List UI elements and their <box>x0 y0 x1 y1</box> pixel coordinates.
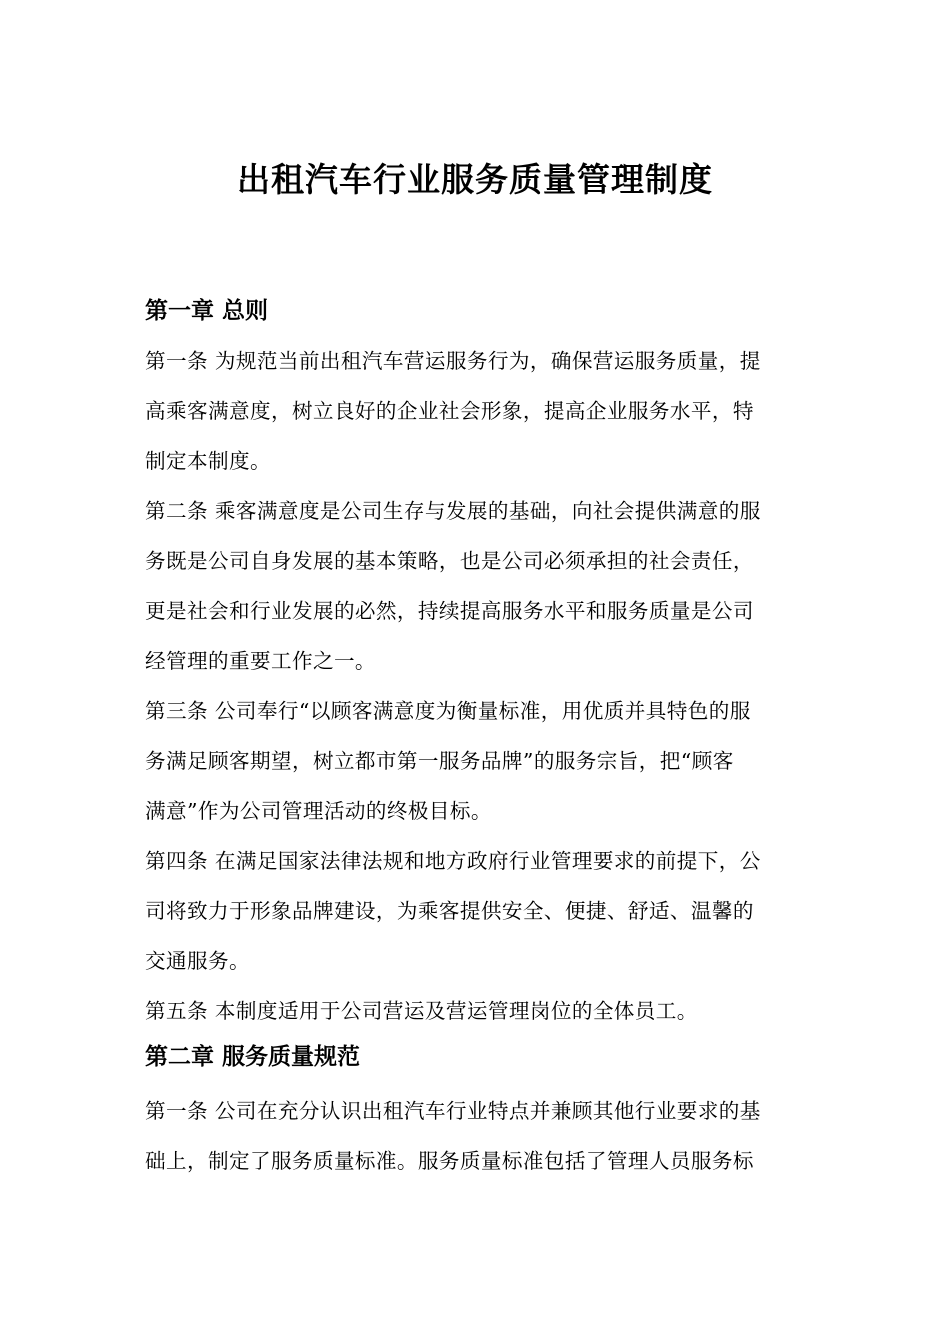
text-line: 第二条 乘客满意度是公司生存与发展的基础，向社会提供满意的服 <box>145 499 761 523</box>
text-line: 础上，制定了服务质量标准。服务质量标准包括了管理人员服务标 <box>145 1149 754 1173</box>
text-line: 高乘客满意度，树立良好的企业社会形象，提高企业服务水平，特 <box>145 399 754 423</box>
text-line: 务既是公司自身发展的基本策略，也是公司必须承担的社会责任， <box>145 549 754 573</box>
chapter-1-article-4 <box>145 836 810 986</box>
text-line: 务满足顾客期望，树立都市第一服务品牌”的服务宗旨，把“顾客 <box>145 749 734 773</box>
text-line: 经管理的重要工作之一。 <box>145 649 376 673</box>
chapter-2-article-1 <box>145 1086 810 1186</box>
chapter-2-heading: 第二章 服务质量规范 <box>145 1044 361 1070</box>
text-line: 第五条 本制度适用于公司营运及营运管理岗位的全体员工。 <box>145 999 698 1023</box>
text-line: 交通服务。 <box>145 949 250 973</box>
text-line: 制定本制度。 <box>145 449 271 473</box>
text-line: 司将致力于形象品牌建设，为乘客提供安全、便捷、舒适、温馨的 <box>145 899 754 923</box>
text-line: 第一条 公司在充分认识出租汽车行业特点并兼顾其他行业要求的基 <box>145 1099 761 1123</box>
text-line: 第一条 为规范当前出租汽车营运服务行为，确保营运服务质量，提 <box>145 349 761 373</box>
chapter-1-article-3 <box>145 686 810 836</box>
chapter-1-article-5 <box>145 986 810 1036</box>
document-title: 出租汽车行业服务质量管理制度 <box>237 160 713 199</box>
chapter-1-heading: 第一章 总则 <box>145 298 269 324</box>
text-line: 第四条 在满足国家法律法规和地方政府行业管理要求的前提下，公 <box>145 849 761 873</box>
text-line: 第三条 公司奉行“以顾客满意度为衡量标准，用优质并具特色的服 <box>145 699 751 723</box>
text-line: 更是社会和行业发展的必然，持续提高服务水平和服务质量是公司 <box>145 599 754 623</box>
chapter-1-article-2 <box>145 486 810 686</box>
text-line: 满意”作为公司管理活动的终极目标。 <box>145 799 492 823</box>
chapter-1-article-1 <box>145 336 810 486</box>
